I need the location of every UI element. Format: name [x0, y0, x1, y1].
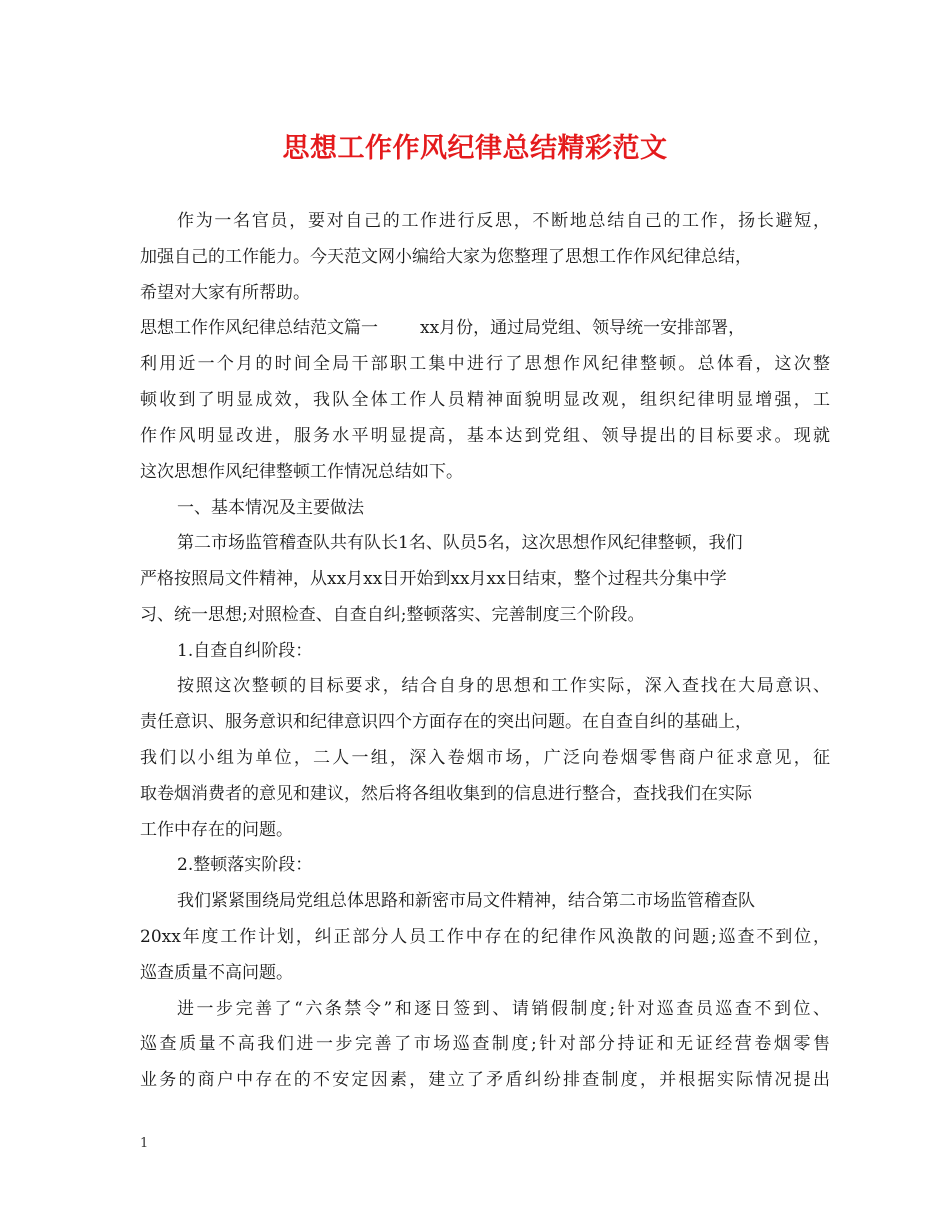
paragraph-line: 严格按照局文件精神，从xx月xx日开始到xx月xx日结束，整个过程共分集中学 — [140, 569, 727, 589]
paragraph-line: 作作风明显改进，服务水平明显提高，基本达到党组、领导提出的目标要求。现就 — [140, 426, 830, 446]
paragraph-line: 第二市场监管稽查队共有队长1名、队员5名，这次思想作风纪律整顿，我们 — [177, 533, 743, 553]
subsection-heading: 2.整顿落实阶段： — [177, 855, 313, 875]
section-heading: 一、基本情况及主要做法 — [177, 498, 364, 518]
document-title: 思想工作作风纪律总结精彩范文 — [282, 133, 668, 164]
paragraph-line: 加强自己的工作能力。今天范文网小编给大家为您整理了思想工作作风纪律总结， — [140, 247, 752, 267]
paragraph-line: 取卷烟消费者的意见和建议，然后将各组收集到的信息进行整合，查找我们在实际 — [140, 784, 752, 804]
paragraph-line: 这次思想作风纪律整顿工作情况总结如下。 — [140, 462, 463, 482]
paragraph-line: 利用近一个月的时间全局干部职工集中进行了思想作风纪律整顿。总体看，这次整 — [140, 354, 830, 374]
paragraph-line: 业务的商户中存在的不安定因素，建立了矛盾纠纷排查制度，并根据实际情况提出 — [140, 1070, 830, 1090]
paragraph-line: 进一步完善了“六条禁令”和逐日签到、请销假制度;针对巡查员巡查不到位、 — [177, 999, 830, 1019]
paragraph-line: 责任意识、服务意识和纪律意识四个方面存在的突出问题。在自查自纠的基础上， — [140, 712, 752, 732]
subsection-heading: 1.自查自纠阶段： — [177, 641, 313, 661]
paragraph-line: 工作中存在的问题。 — [140, 820, 293, 840]
paragraph-line: 我们紧紧围绕局党组总体思路和新密市局文件精神，结合第二市场监管稽查队 — [177, 891, 755, 911]
paragraph-line: 巡查质量不高问题。 — [140, 963, 293, 983]
paragraph-line: 习、统一思想;对照检查、自查自纠;整顿落实、完善制度三个阶段。 — [140, 605, 645, 625]
paragraph-line: 20xx年度工作计划，纠正部分人员工作中存在的纪律作风涣散的问题;巡查不到位， — [140, 927, 830, 947]
paragraph-text: xx月份，通过局党组、领导统一安排部署， — [420, 318, 746, 338]
paragraph-line: 作为一名官员，要对自己的工作进行反思，不断地总结自己的工作，扬长避短， — [177, 211, 830, 231]
paragraph-line — [140, 318, 745, 338]
paragraph-line: 我们以小组为单位，二人一组，深入卷烟市场，广泛向卷烟零售商户征求意见，征 — [140, 748, 830, 768]
page-number: 1 — [140, 1136, 149, 1151]
paragraph-line: 按照这次整顿的目标要求，结合自身的思想和工作实际，深入查找在大局意识、 — [177, 676, 830, 696]
paragraph-line: 希望对大家有所帮助。 — [140, 283, 310, 303]
paragraph-line: 顿收到了明显成效，我队全体工作人员精神面貌明显改观，组织纪律明显增强，工 — [140, 390, 830, 410]
paragraph-line: 巡查质量不高我们进一步完善了市场巡查制度;针对部分持证和无证经营卷烟零售 — [140, 1034, 830, 1054]
section-heading: 思想工作作风纪律总结范文篇一 — [140, 318, 378, 338]
